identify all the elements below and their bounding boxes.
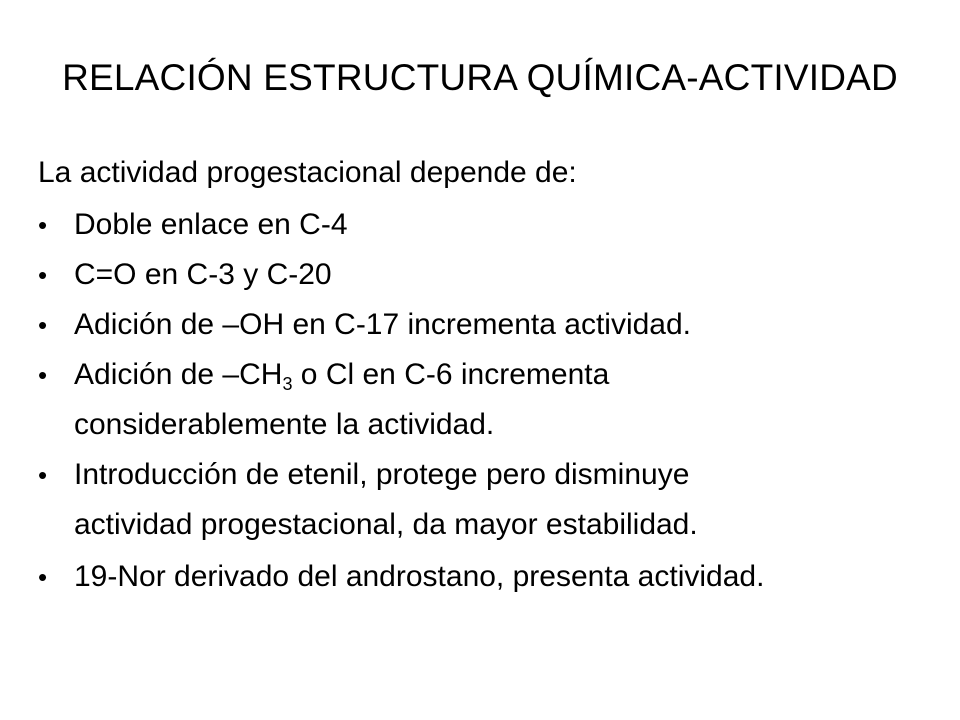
bullet-text-4-line2: considerablemente la actividad.: [74, 408, 495, 441]
intro-text: La actividad progestacional depende de:: [38, 156, 577, 189]
slide-content: [38, 148, 918, 602]
bullet-item-5: [38, 450, 918, 552]
bullet-text-4-part1: Adición de –CH: [74, 358, 283, 391]
bullet-text-5-line1: Introducción de etenil, protege pero disminuye: [74, 458, 690, 491]
bullet-text-5: [74, 450, 918, 550]
bullet-dot-icon: •: [38, 460, 48, 490]
bullet-dot-icon: •: [38, 210, 48, 240]
bullet-item-6: [38, 552, 918, 602]
bullet-dot-icon: •: [38, 260, 48, 290]
bullet-text-3: Adición de –OH en C-17 incrementa actividad.: [74, 308, 691, 341]
subscript-3: 3: [282, 374, 293, 394]
bullet-dot-icon: •: [38, 310, 48, 340]
bullet-item-4: [38, 350, 918, 450]
bullet-dot-icon: •: [38, 562, 48, 592]
bullet-item-1: [38, 200, 918, 250]
bullet-text-2: C=O en C-3 y C-20: [74, 258, 332, 291]
bullet-item-2: [38, 250, 918, 300]
bullet-text-4-part2: o Cl en C-6 incrementa: [292, 358, 610, 391]
bullet-item-3: [38, 300, 918, 350]
slide-title: RELACIÓN ESTRUCTURA QUÍMICA-ACTIVIDAD: [62, 57, 898, 98]
bullet-dot-icon: •: [38, 360, 48, 390]
bullet-text-1: Doble enlace en C-4: [74, 208, 348, 241]
bullet-list: [38, 200, 918, 602]
bullet-text-6: 19-Nor derivado del androstano, presenta actividad.: [74, 560, 765, 593]
bullet-text-5-line2: actividad progestacional, da mayor estabilidad.: [74, 508, 698, 541]
bullet-text-4: [74, 350, 918, 450]
